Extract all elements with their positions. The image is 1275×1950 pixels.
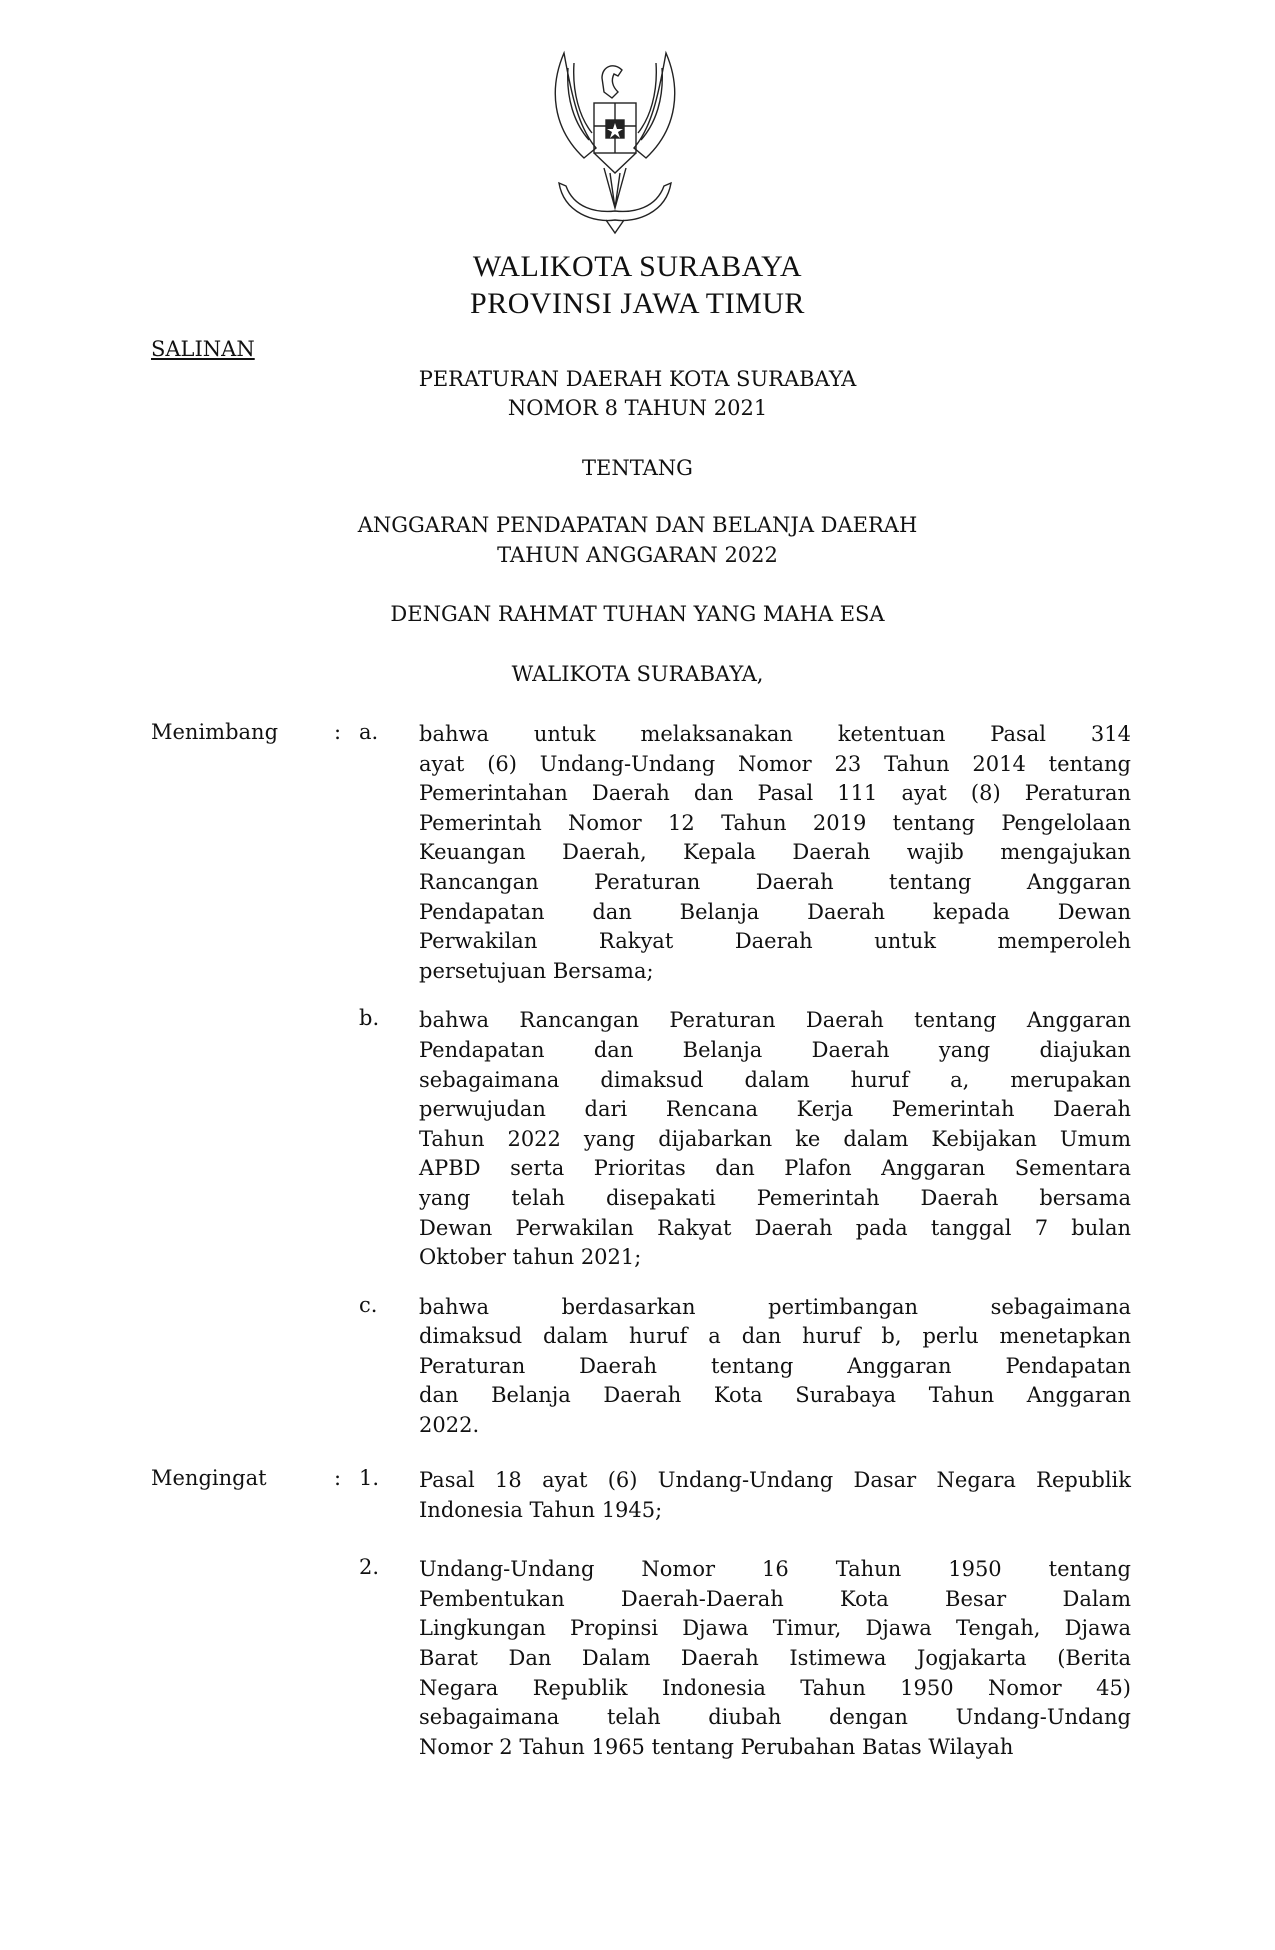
menimbang-item xyxy=(151,1293,1131,1441)
text-line: Pasal 18 ayat (6) Undang-Undang Dasar Negara Republik xyxy=(419,1468,1131,1492)
item-text xyxy=(419,1466,1131,1525)
copy-mark: SALINAN xyxy=(151,337,255,361)
text-line: Dewan Perwakilan Rakyat Daerah pada tanggal 7 bulan xyxy=(419,1215,1131,1240)
item-marker: a. xyxy=(359,720,379,744)
text-line: Perwakilan Rakyat Daerah untuk memperoleh xyxy=(419,929,1131,954)
subject-line-2: TAHUN ANGGARAN 2022 xyxy=(497,543,778,567)
text-line: Rancangan Peraturan Daerah tentang Anggaran xyxy=(419,869,1131,894)
authority: WALIKOTA SURABAYA, xyxy=(511,662,764,686)
text-line: Pemerintah Nomor 12 Tahun 2019 tentang Pengelolaan xyxy=(419,810,1131,835)
menimbang-label: Menimbang xyxy=(151,720,279,744)
text-line: Pendapatan dan Belanja Daerah kepada Dewan xyxy=(419,899,1131,924)
text-line: perwujudan dari Rencana Kerja Pemerintah Daerah xyxy=(419,1097,1131,1122)
invocation: DENGAN RAHMAT TUHAN YANG MAHA ESA xyxy=(390,602,885,626)
menimbang-item xyxy=(151,1006,1131,1272)
text-line: Peraturan Daerah tentang Anggaran Pendapatan xyxy=(419,1353,1131,1378)
text-line: yang telah disepakati Pemerintah Daerah bersama xyxy=(419,1185,1131,1210)
text-line: APBD serta Prioritas dan Plafon Anggaran Sementara xyxy=(419,1156,1131,1181)
item-text xyxy=(419,720,1131,986)
text-line: Tahun 2022 yang dijabarkan ke dalam Kebijakan Umum xyxy=(419,1126,1131,1151)
item-marker: c. xyxy=(359,1292,378,1317)
item-marker: 1. xyxy=(359,1466,380,1490)
text-line: Undang-Undang Nomor 16 Tahun 1950 tentang xyxy=(419,1557,1131,1582)
text-line: dimaksud dalam huruf a dan huruf b, perlu menetapkan xyxy=(419,1324,1131,1349)
text-line: sebagaimana telah diubah dengan Undang-Undang xyxy=(419,1705,1131,1730)
text-line: sebagaimana dimaksud dalam huruf a, merupakan xyxy=(419,1067,1131,1092)
text-line: Barat Dan Dalam Daerah Istimewa Jogjakarta (Berita xyxy=(419,1645,1131,1670)
text-line: Oktober tahun 2021; xyxy=(419,1245,642,1270)
text-line: Pemerintahan Daerah dan Pasal 111 ayat (8) Peraturan xyxy=(419,781,1131,806)
text-line: Pembentukan Daerah-Daerah Kota Besar Dalam xyxy=(419,1586,1131,1611)
colon: : xyxy=(334,720,342,744)
menimbang-section xyxy=(151,720,1131,1441)
text-line: persetujuan Bersama; xyxy=(419,958,654,983)
text-line: bahwa untuk melaksanakan ketentuan Pasal 314 xyxy=(419,722,1131,746)
text-line: dan Belanja Daerah Kota Surabaya Tahun Anggaran xyxy=(419,1383,1131,1408)
item-marker: 2. xyxy=(359,1555,380,1580)
mengingat-item xyxy=(151,1466,1131,1525)
mengingat-item xyxy=(151,1555,1131,1762)
text-line: Pendapatan dan Belanja Daerah yang diajukan xyxy=(419,1037,1131,1062)
garuda-pancasila-emblem xyxy=(544,48,686,238)
colon: : xyxy=(334,1466,342,1490)
text-line: ayat (6) Undang-Undang Nomor 23 Tahun 2014 tentang xyxy=(419,751,1131,776)
text-line: Nomor 2 Tahun 1965 tentang Perubahan Batas Wilayah xyxy=(419,1734,1014,1759)
text-line: Indonesia Tahun 1945; xyxy=(419,1497,663,1522)
subject-line-1: ANGGARAN PENDAPATAN DAN BELANJA DAERAH xyxy=(357,513,918,537)
item-text xyxy=(419,1555,1131,1762)
item-text xyxy=(419,1293,1131,1441)
text-line: bahwa berdasarkan pertimbangan sebagaimana xyxy=(419,1294,1131,1319)
item-text xyxy=(419,1006,1131,1272)
item-marker: b. xyxy=(359,1006,380,1031)
mengingat-section xyxy=(151,1466,1131,1762)
issuer-title: WALIKOTA SURABAYA xyxy=(472,250,803,283)
text-line: Keuangan Daerah, Kepala Daerah wajib mengajukan xyxy=(419,840,1131,865)
text-line: Negara Republik Indonesia Tahun 1950 Nomor 45) xyxy=(419,1675,1131,1700)
province-title: PROVINSI JAWA TIMUR xyxy=(470,287,805,320)
about-heading: TENTANG xyxy=(582,456,693,480)
menimbang-item xyxy=(151,720,1131,986)
regulation-number: NOMOR 8 TAHUN 2021 xyxy=(507,396,768,420)
text-line: 2022. xyxy=(419,1413,480,1438)
text-line: bahwa Rancangan Peraturan Daerah tentang Anggaran xyxy=(419,1008,1131,1033)
mengingat-label: Mengingat xyxy=(151,1466,267,1490)
text-line: Lingkungan Propinsi Djawa Timur, Djawa Tengah, Djawa xyxy=(419,1616,1131,1641)
regulation-title: PERATURAN DAERAH KOTA SURABAYA xyxy=(418,367,857,391)
